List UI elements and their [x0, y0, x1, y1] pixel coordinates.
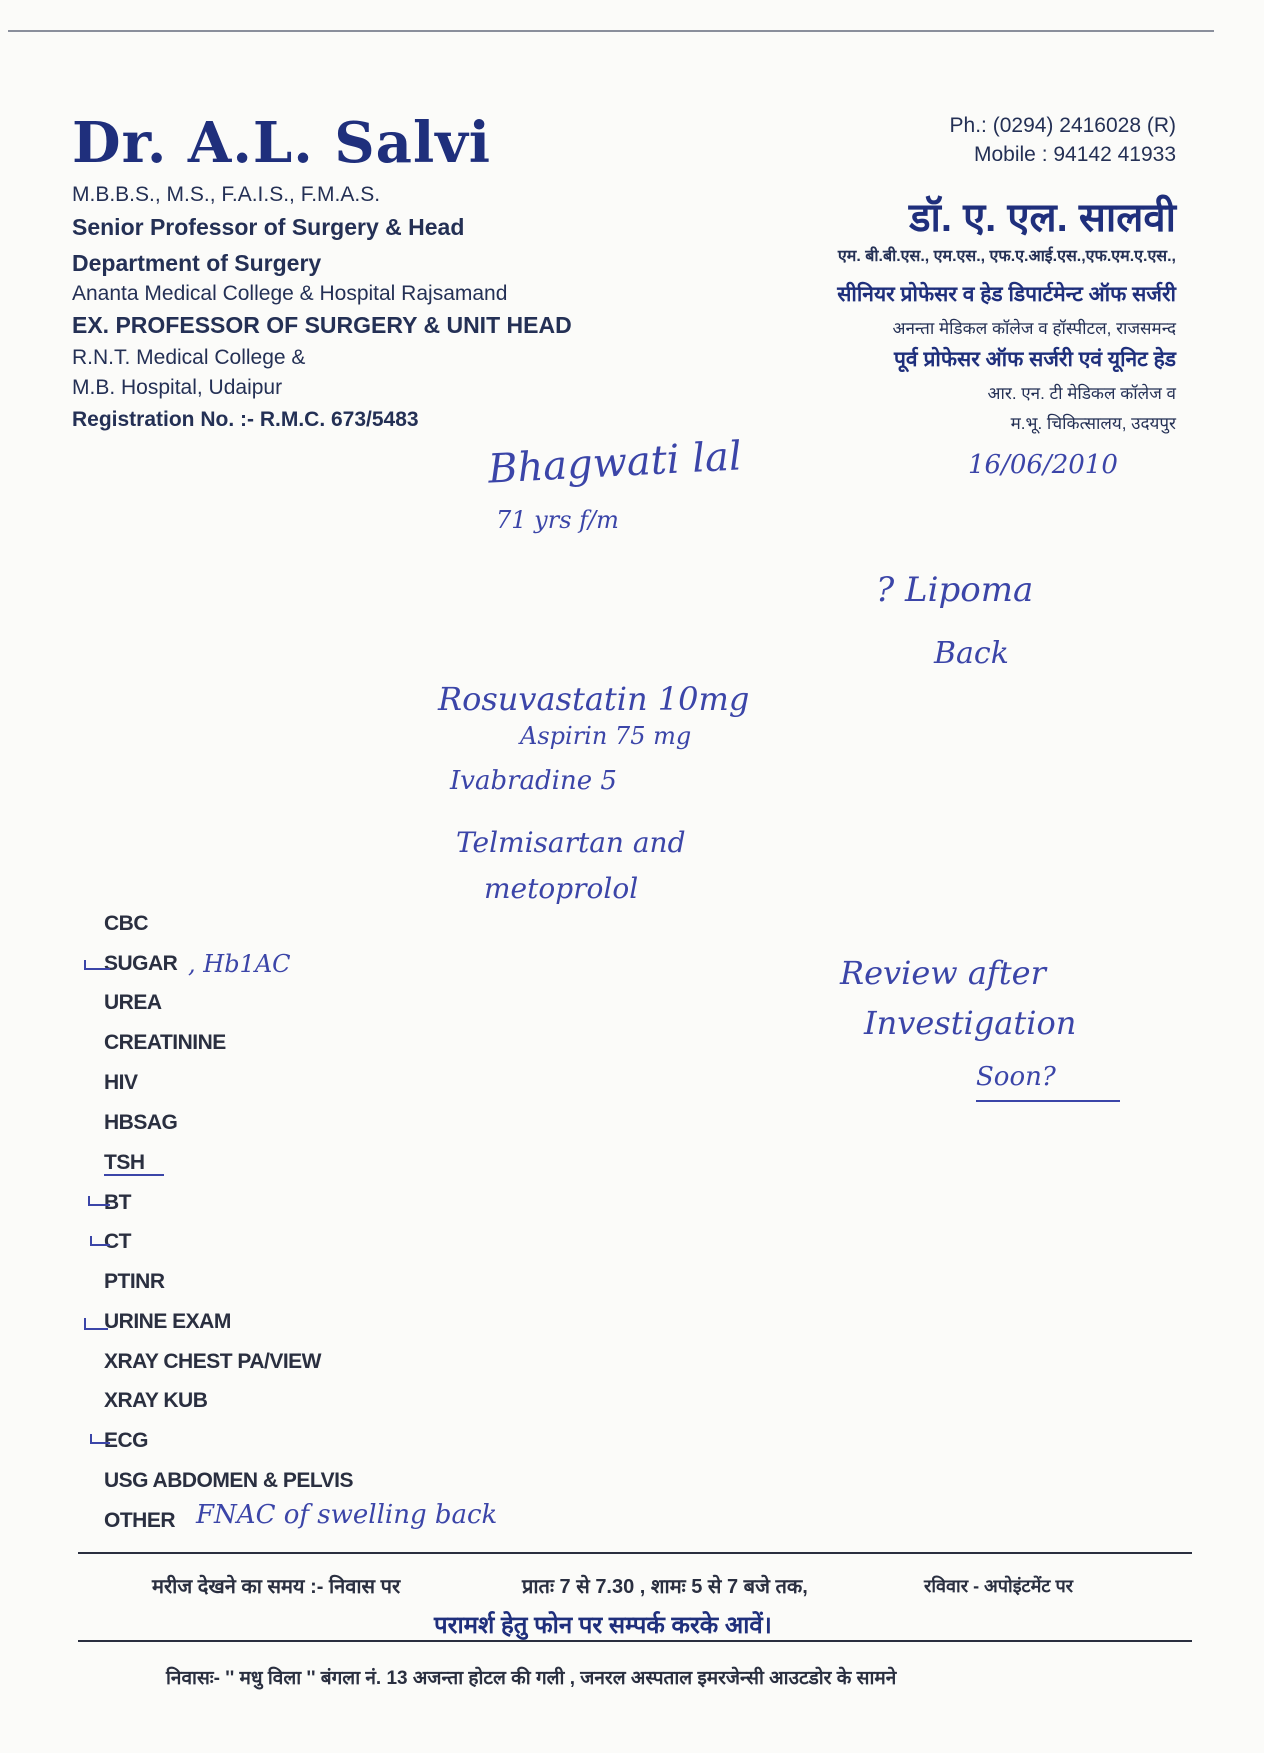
ex-title-hindi: पूर्व प्रोफेसर ऑफ सर्जरी एवं यूनिट हेड — [894, 348, 1176, 371]
test-item: HIV — [104, 1071, 138, 1094]
handwritten-review: Review after — [840, 954, 1046, 992]
doctor-name-hindi: डॉ. ए. एल. सालवी — [909, 196, 1176, 240]
handwritten-diagnosis: ? Lipoma — [876, 570, 1034, 610]
test-item: HBSAG — [104, 1111, 178, 1134]
top-border-line — [8, 30, 1214, 32]
footer-rule — [78, 1640, 1192, 1642]
handwritten-underline — [976, 1100, 1120, 1102]
test-item: TSH — [104, 1151, 145, 1174]
footer-rule — [78, 1552, 1192, 1554]
test-item: SUGAR — [104, 952, 178, 975]
mb-hospital-hindi: म.भू. चिकित्सालय, उदयपुर — [1010, 414, 1176, 433]
college-hindi: अनन्ता मेडिकल कॉलेज व हॉस्पीटल, राजसमन्द — [892, 319, 1176, 338]
call-before-visit: परामर्श हेतु फोन पर सम्पर्क करके आवें। — [434, 1612, 772, 1639]
handwritten-sugar-note: , Hb1AC — [188, 950, 291, 978]
checkmark-icon — [88, 1196, 110, 1206]
test-item: URINE EXAM — [104, 1310, 231, 1333]
test-item: XRAY CHEST PA/VIEW — [104, 1350, 321, 1373]
handwritten-patient-name: Bhagwati lal — [486, 433, 743, 493]
sunday-appointment: रविवार - अपोइंटमेंट पर — [924, 1576, 1074, 1596]
handwritten-rx-line: Aspirin 75 mg — [520, 722, 692, 750]
test-item: BT — [104, 1191, 131, 1214]
doctor-name-english: Dr. A.L. Salvi — [72, 110, 492, 176]
handwritten-diagnosis-site: Back — [934, 636, 1009, 671]
degrees-hindi: एम. बी.बी.एस., एम.एस., एफ.ए.आई.एस.,एफ.एम.ए.एस., — [837, 248, 1176, 265]
handwritten-date: 16/06/2010 — [968, 450, 1118, 480]
timing-label: मरीज देखने का समय :- निवास पर — [152, 1576, 401, 1598]
ex-title-english: EX. PROFESSOR OF SURGERY & UNIT HEAD — [72, 312, 572, 338]
college-english: Ananta Medical College & Hospital Rajsamand — [72, 282, 508, 305]
test-item: ECG — [104, 1429, 149, 1452]
checkmark-icon — [90, 1236, 110, 1246]
handwritten-rx-line: metoprolol — [484, 872, 639, 905]
phone-number: Ph.: (0294) 2416028 (R) — [949, 114, 1176, 137]
test-item: CBC — [104, 912, 148, 935]
degrees-english: M.B.B.S., M.S., F.A.I.S., F.M.A.S. — [72, 183, 381, 206]
handwritten-age-sex: 71 yrs f/m — [496, 506, 619, 534]
handwritten-rx-line: Ivabradine 5 — [450, 766, 617, 796]
test-item: CREATININE — [104, 1031, 226, 1054]
test-item: PTINR — [104, 1270, 165, 1293]
mb-hospital-english: M.B. Hospital, Udaipur — [72, 376, 283, 399]
checkmark-icon — [90, 1434, 110, 1444]
rnt-college-english: R.N.T. Medical College & — [72, 346, 306, 369]
title-hindi: सीनियर प्रोफेसर व हेड डिपार्टमेन्ट ऑफ सर्जरी — [837, 283, 1176, 306]
handwritten-review: Soon? — [976, 1062, 1056, 1092]
rnt-college-hindi: आर. एन. टी मेडिकल कॉलेज व — [987, 384, 1176, 403]
residence-address: निवासः- '' मधु विला '' बंगला नं. 13 अजन्ता होटल की गली , जनरल अस्पताल इमरजेन्सी आउटडोर के सामने — [166, 1668, 897, 1689]
mobile-number: Mobile : 94142 41933 — [974, 143, 1176, 166]
timing-hours: प्रातः 7 से 7.30 , शामः 5 से 7 बजे तक, — [522, 1576, 808, 1598]
checkmark-icon — [84, 1318, 108, 1330]
test-item: CT — [104, 1230, 131, 1253]
test-item: XRAY KUB — [104, 1389, 208, 1412]
registration-number: Registration No. :- R.M.C. 673/5483 — [72, 408, 419, 431]
handwritten-rx-line: Rosuvastatin 10mg — [438, 680, 750, 718]
checkmark-icon — [84, 960, 110, 970]
handwritten-review: Investigation — [864, 1004, 1077, 1042]
handwritten-rx-line: Telmisartan and — [456, 826, 686, 859]
title-english: Senior Professor of Surgery & Head — [72, 214, 465, 240]
test-item: OTHER — [104, 1509, 175, 1532]
handwritten-underline — [104, 1174, 164, 1176]
handwritten-other-note: FNAC of swelling back — [196, 1500, 498, 1530]
test-item: USG ABDOMEN & PELVIS — [104, 1469, 354, 1492]
department-english: Department of Surgery — [72, 250, 322, 276]
test-item: UREA — [104, 991, 162, 1014]
